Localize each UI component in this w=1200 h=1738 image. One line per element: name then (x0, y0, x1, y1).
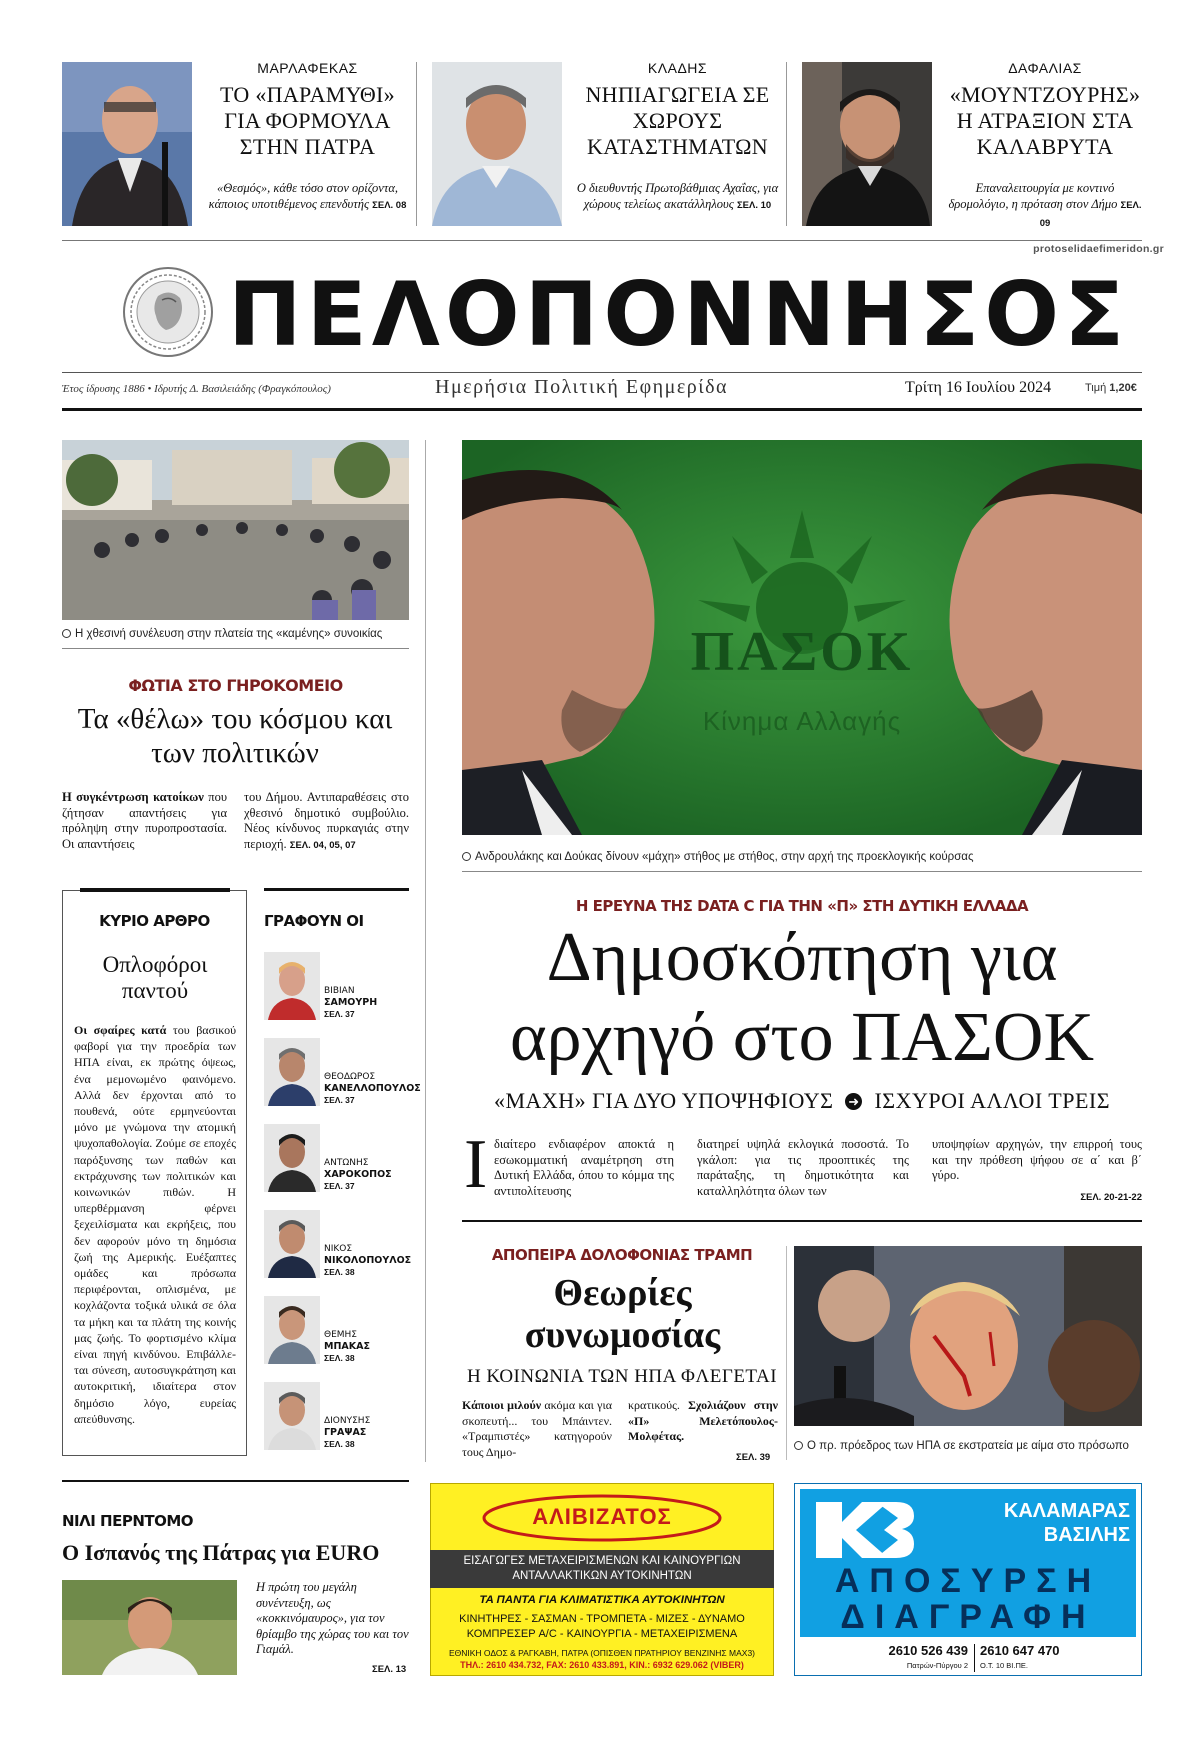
main-rule (462, 871, 1142, 872)
ad-kalamaras-logo-icon (812, 1496, 916, 1562)
writer-name: ΔΙΟΝΥΣΗΣ ΓΡΑΨΑΣ ΣΕΛ. 38 (324, 1416, 371, 1449)
column-divider-left (425, 440, 426, 1462)
arrow-right-icon: ➜ (845, 1093, 862, 1110)
trump-text-col2: κρατικούς. Σχολιάζουν στην «Π» Μελετόπουλος-Μολφέτας. (628, 1398, 778, 1443)
writer-photo (264, 1038, 320, 1106)
ad-kalamaras-divider (974, 1644, 975, 1672)
editorial-text: Οι σφαίρες κατά του βασικού φαβορί για την προεδρία των ΗΠΑ είναι, εκ πρώτης όψεως, ένα μεμονωμένο φαινόμενο. Αλλά δεν έρχονται από το πουθενά, ούτε ερμηνεύονται μόνο με γνώμονα την ατομική ψυχοπαθολογία. Ζούμε σε εποχές παρόξυνσης των παθών και εκτράχυνσης των πολιτικών και κοινωνικών πιθών. Η υπερθέρμανση φέρνει ξεχειλίσματα και εκρήξεις, που δεν αφορούν μόνο τη δημόσια ζωή της Αμερικής. Ευέξαπτες ομάδες και πρόσωπα περιφέρονται, οπλισμένα, με κοχλάζοντα τοξικά υλικά σε όλα τα μήκη και τα πλάτη της κοινής μας ζωής. Το φορτισμένο κλίμα είναι πηγή κινδύνου. Επιβάλλεται σύνεση, αυτοσυγκράτηση και αυτοκριτική, ιδιαίτερα στον δημόσιο λόγο, ευρείας απεύθυνσης. (74, 1023, 237, 1426)
teaser-divider (416, 62, 417, 226)
sport-sel: ΣΕΛ. 13 (372, 1664, 407, 1675)
photo-kladis (432, 62, 562, 226)
camera-icon (462, 852, 471, 861)
writer-row[interactable] (264, 1382, 409, 1452)
ad-kalamaras-phone2: 2610 647 470 (980, 1643, 1060, 1658)
ad-kalamaras-name2: ΒΑΣΙΛΗΣ (1043, 1524, 1130, 1546)
pasok-logo-sub: Κίνημα Αλλαγής (702, 706, 902, 736)
masthead-rule-top (62, 372, 1142, 373)
camera-icon (794, 1441, 803, 1450)
trump-subtitle: Η ΚΟΙΝΩΝΙΑ ΤΩΝ ΗΠΑ ΦΛΕΓΕΤΑΙ (466, 1366, 778, 1387)
ad-alivizatos-line3: ΤΑ ΠΑΝΤΑ ΓΙΑ ΚΛΙΜΑΤΙΣΤΙΚΑ ΑΥΤΟΚΙΝΗΤΩΝ (479, 1594, 725, 1606)
trump-divider (786, 1246, 787, 1460)
writer-row[interactable] (264, 1296, 409, 1366)
teaser-2-title[interactable]: ΝΗΠΙΑΓΩΓΕΙΑ ΣΕ ΧΩΡΟΥΣ ΚΑΤΑΣΤΗΜΑΤΩΝ (585, 82, 770, 159)
trump-kicker: ΑΠΟΠΕΙΡΑ ΔΟΛΟΦΟΝΙΑΣ ΤΡΑΜΠ (491, 1246, 753, 1264)
main-text-col1: διαίτερο ενδιαφέρον αποκτά η εσωκομματική αναμέτρηση στη Δυτική Ελλάδα, όπου το κόμμα της αντιπολίτευσης (494, 1137, 674, 1198)
trump-text-col1: Κάποιοι μιλούν ακόμα και για σκοπευτή... του Μπάιντεν. «Τραμπιστές» κατηγορούν τους Δημο- (462, 1398, 613, 1459)
editorial-title[interactable]: Οπλοφόροι παντού (102, 952, 208, 1003)
main-headline-line2[interactable]: αρχηγό στο ΠΑΣΟΚ (509, 999, 1095, 1076)
teaser-1-kicker: ΜΑΡΛΑΦΕΚΑΣ (257, 60, 358, 76)
sport-kicker: ΝΙΛΙ ΠΕΡΝΤΟΜΟ (62, 1512, 194, 1530)
ad-alivizatos-line4: ΚΙΝΗΤΗΡΕΣ - ΣΑΣΜΑΝ - ΤΡΟΜΠΕΤΑ - ΜΙΖΕΣ - ΔΥΝΑΜΟ (459, 1613, 745, 1625)
ad-kalamaras-addr2: Ο.Τ. 10 ΒΙ.ΠΕ. (980, 1661, 1028, 1670)
writers-kicker: ΓΡΑΦΟΥΝ ΟΙ (264, 912, 364, 930)
writers-top-bar (264, 888, 409, 891)
sport-text: Η πρώτη του μεγάλη συνέντευξη, ως «κοκκινόμαυρος», για τον θρίαμβο της χώρας του και τον Γιαμάλ. (256, 1580, 409, 1656)
masthead-subtitle: Ημερήσια Πολιτική Εφημερίδα (435, 376, 728, 398)
teaser-1-title[interactable]: ΤΟ «ΠΑΡΑΜΥΘΙ» ΓΙΑ ΦΟΡΜΟΥΛΑ ΣΤΗΝ ΠΑΤΡΑ (220, 82, 395, 159)
teaser-2-desc: Ο διευθυντής Πρωτοβάθμιας Αχαΐας, για χώρους τελείως ακατάλληλους ΣΕΛ. 10 (576, 181, 779, 211)
writer-row[interactable] (264, 1124, 409, 1194)
main-sel: ΣΕΛ. 20-21-22 (1080, 1192, 1142, 1203)
ad-kalamaras-big2: ΔΙΑΓΡΑΦΗ (840, 1598, 1096, 1636)
masthead-title: ΠΕΛΟΠΟΝΝΗΣΟΣ (228, 263, 1130, 366)
writer-name: ΘΕΟΔΩΡΟΣ ΚΑΝΕΛΛΟΠΟΥΛΟΣ ΣΕΛ. 37 (324, 1072, 421, 1105)
ad-alivizatos-line5: ΚΟΜΠΡΕΣΕΡ A/C - ΚΑΙΝΟΥΡΓΙΑ - ΜΕΤΑΧΕΙΡΙΣΜΕΝΑ (466, 1628, 738, 1640)
photo-dafalias (802, 62, 932, 226)
writer-row[interactable] (264, 1210, 412, 1280)
writer-row[interactable] (264, 1038, 421, 1108)
writer-row[interactable] (264, 952, 409, 1022)
ad-alivizatos-line7: ΤΗΛ.: 2610 434.732, FAX: 2610 433.891, ΚΙΝ.: 6932 629.062 (VIBER) (460, 1660, 744, 1670)
teaser-1-desc: «Θεσμός», κάθε τόσο στον ορίζοντα, κάποιος υποτιθέμενος επενδυτής ΣΕΛ. 08 (208, 181, 407, 211)
sport-top-bar (62, 1480, 409, 1482)
teaser-divider (786, 62, 787, 226)
writer-photo (264, 1210, 320, 1278)
ad-alivizatos-brand-text: ΑΛΙΒΙΖΑΤΟΣ (532, 1504, 672, 1529)
writer-photo (264, 1382, 320, 1450)
photo-trump (794, 1246, 1142, 1426)
masthead-logo-seal (122, 266, 214, 358)
main-dropcap: Ι (464, 1126, 488, 1203)
ad-kalamaras-name1: ΚΑΛΑΜΑΡΑΣ (1003, 1500, 1130, 1522)
teaser-3-title[interactable]: «ΜΟΥΝΤΖΟΥΡΗΣ» Η ΑΤΡΑΞΙΟΝ ΣΤΑ ΚΑΛΑΒΡΥΤΑ (949, 82, 1141, 159)
trump-sel: ΣΕΛ. 39 (736, 1452, 771, 1463)
sport-headline[interactable]: Ο Ισπανός της Πάτρας για EURO (62, 1540, 380, 1565)
teaser-2-kicker: ΚΛΑΔΗΣ (647, 60, 708, 76)
left-rule (62, 648, 409, 649)
ad-kalamaras-big1: ΑΠΟΣΥΡΣΗ (834, 1562, 1102, 1600)
photo-perntomo (62, 1580, 237, 1675)
writer-photo (264, 1296, 320, 1364)
ad-kalamaras-phone1: 2610 526 439 (888, 1643, 968, 1658)
issue-date: Τρίτη 16 Ιουλίου 2024 (905, 379, 1052, 396)
main-kicker: Η ΕΡΕΥΝΑ ΤΗΣ DATA C ΓΙΑ ΤΗΝ «Π» ΣΤΗ ΔΥΤΙΚΗ ΕΛΛΑΔΑ (575, 897, 1029, 915)
writer-photo (264, 1124, 320, 1192)
masthead-rule-bottom (62, 408, 1142, 411)
writer-name: ΘΕΜΗΣ ΜΠΑΚΑΣ ΣΕΛ. 38 (324, 1330, 370, 1363)
assembly-caption: Η χθεσινή συνέλευση στην πλατεία της «καμένης» συνοικίας (62, 628, 409, 640)
main-photo-caption: Ανδρουλάκης και Δούκας δίνουν «μάχη» στήθος με στήθος, στην αρχή της προεκλογικής κούρσας (462, 851, 1142, 863)
founded-text: Έτος ίδρυσης 1886 • Ιδρυτής Δ. Βασιλειάδης (Φραγκόπουλος) (62, 383, 331, 395)
fire-headline[interactable]: Τα «θέλω» του κόσμου και των πολιτικών (77, 703, 393, 769)
writer-name: ΝΙΚΟΣ ΝΙΚΟΛΟΠΟΥΛΟΣ ΣΕΛ. 38 (324, 1244, 412, 1277)
main-story-rule (462, 1220, 1142, 1222)
editorial-kicker: ΚΥΡΙΟ ΑΡΘΡΟ (99, 912, 210, 930)
trump-caption: Ο πρ. πρόεδρος των ΗΠΑ σε εκστρατεία με αίμα στο πρόσωπο (794, 1440, 1142, 1452)
camera-icon (62, 629, 71, 638)
fire-text-col2: του Δήμου. Αντιπαραθέσεις στο χθεσινό δημοτικό συμβούλιο. Νέος κίνδυνος πυρκαγιάς στην περιοχή. ΣΕΛ. 04, 05, 07 (244, 790, 409, 851)
price: Τιμή 1,20€ (1085, 382, 1137, 394)
ad-alivizatos-line6: ΕΘΝΙΚΗ ΟΔΟΣ & ΡΑΓΚΑΒΗ, ΠΑΤΡΑ (ΟΠΙΣΘΕΝ ΠΡΑΤΗΡΙΟΥ ΒΕΝΖΙΝΗΣ ΜΑΧ3) (448, 1648, 756, 1658)
teaser-3-desc: Επαναλειτουργία με κοντινό δρομολόγιο, η πρόταση στον Δήμο ΣΕΛ. 09 (948, 181, 1142, 229)
editorial-top-bar (80, 888, 230, 892)
top-rule (62, 240, 1142, 241)
writer-name: ΒΙΒΙΑΝ ΣΑΜΟΥΡΗ ΣΕΛ. 37 (324, 986, 378, 1019)
ad-kalamaras-addr1: Πατρών-Πύργου 2 (906, 1661, 968, 1670)
trump-headline[interactable]: Θεωρίες συνωμοσίας (524, 1272, 721, 1356)
fire-text-col1: Η συγκέντρωση κατοίκων που ζήτησαν απαντήσεις για πρόληψη στην πυροπροστασία. Οι απαντήσεις (62, 790, 228, 851)
main-headline-line1[interactable]: Δημοσκόπηση για (546, 919, 1058, 996)
pasok-logo-text: ΠΑΣΟΚ (690, 621, 914, 683)
ad-alivizatos-band: ΕΙΣΑΓΩΓΕΣ ΜΕΤΑΧΕΙΡΙΣΜΕΝΩΝ ΚΑΙ ΚΑΙΝΟΥΡΓΙΩΝ ΑΝΤΑΛΛΑΚΤΙΚΩΝ ΑΥΤΟΚΙΝΗΤΩΝ (430, 1550, 774, 1588)
watermark-text: protoselidaefimeridon.gr (1033, 243, 1164, 255)
teaser-3-kicker: ΔΑΦΑΛΙΑΣ (1008, 60, 1082, 76)
main-subheadline: «ΜΑΧΗ» ΓΙΑ ΔΥΟ ΥΠΟΨΗΦΙΟΥΣ ➜ ΙΣΧΥΡΟΙ ΑΛΛΟΙ ΤΡΕΙΣ (493, 1088, 1111, 1113)
writer-photo (264, 952, 320, 1020)
photo-assembly (62, 440, 409, 620)
main-text-col3: υποψηφίων αρχηγών, την επιρροή τους και την πρόθεση ψήφου σε α΄ και β΄ γύρο. (932, 1137, 1142, 1182)
photo-marlafekas (62, 62, 192, 226)
main-text-col2: διατηρεί υψηλά εκλογικά ποσοστά. Το γκάλοπ: για τις προοπτικές της παράταξης, τη δημοτικότητα και καταλληλότητα όλων των (697, 1137, 909, 1198)
writer-name: ΑΝΤΩΝΗΣ ΧΑΡΟΚΟΠΟΣ ΣΕΛ. 37 (324, 1158, 392, 1191)
fire-kicker: ΦΩΤΙΑ ΣΤΟ ΓΗΡΟΚΟΜΕΙΟ (128, 676, 343, 695)
